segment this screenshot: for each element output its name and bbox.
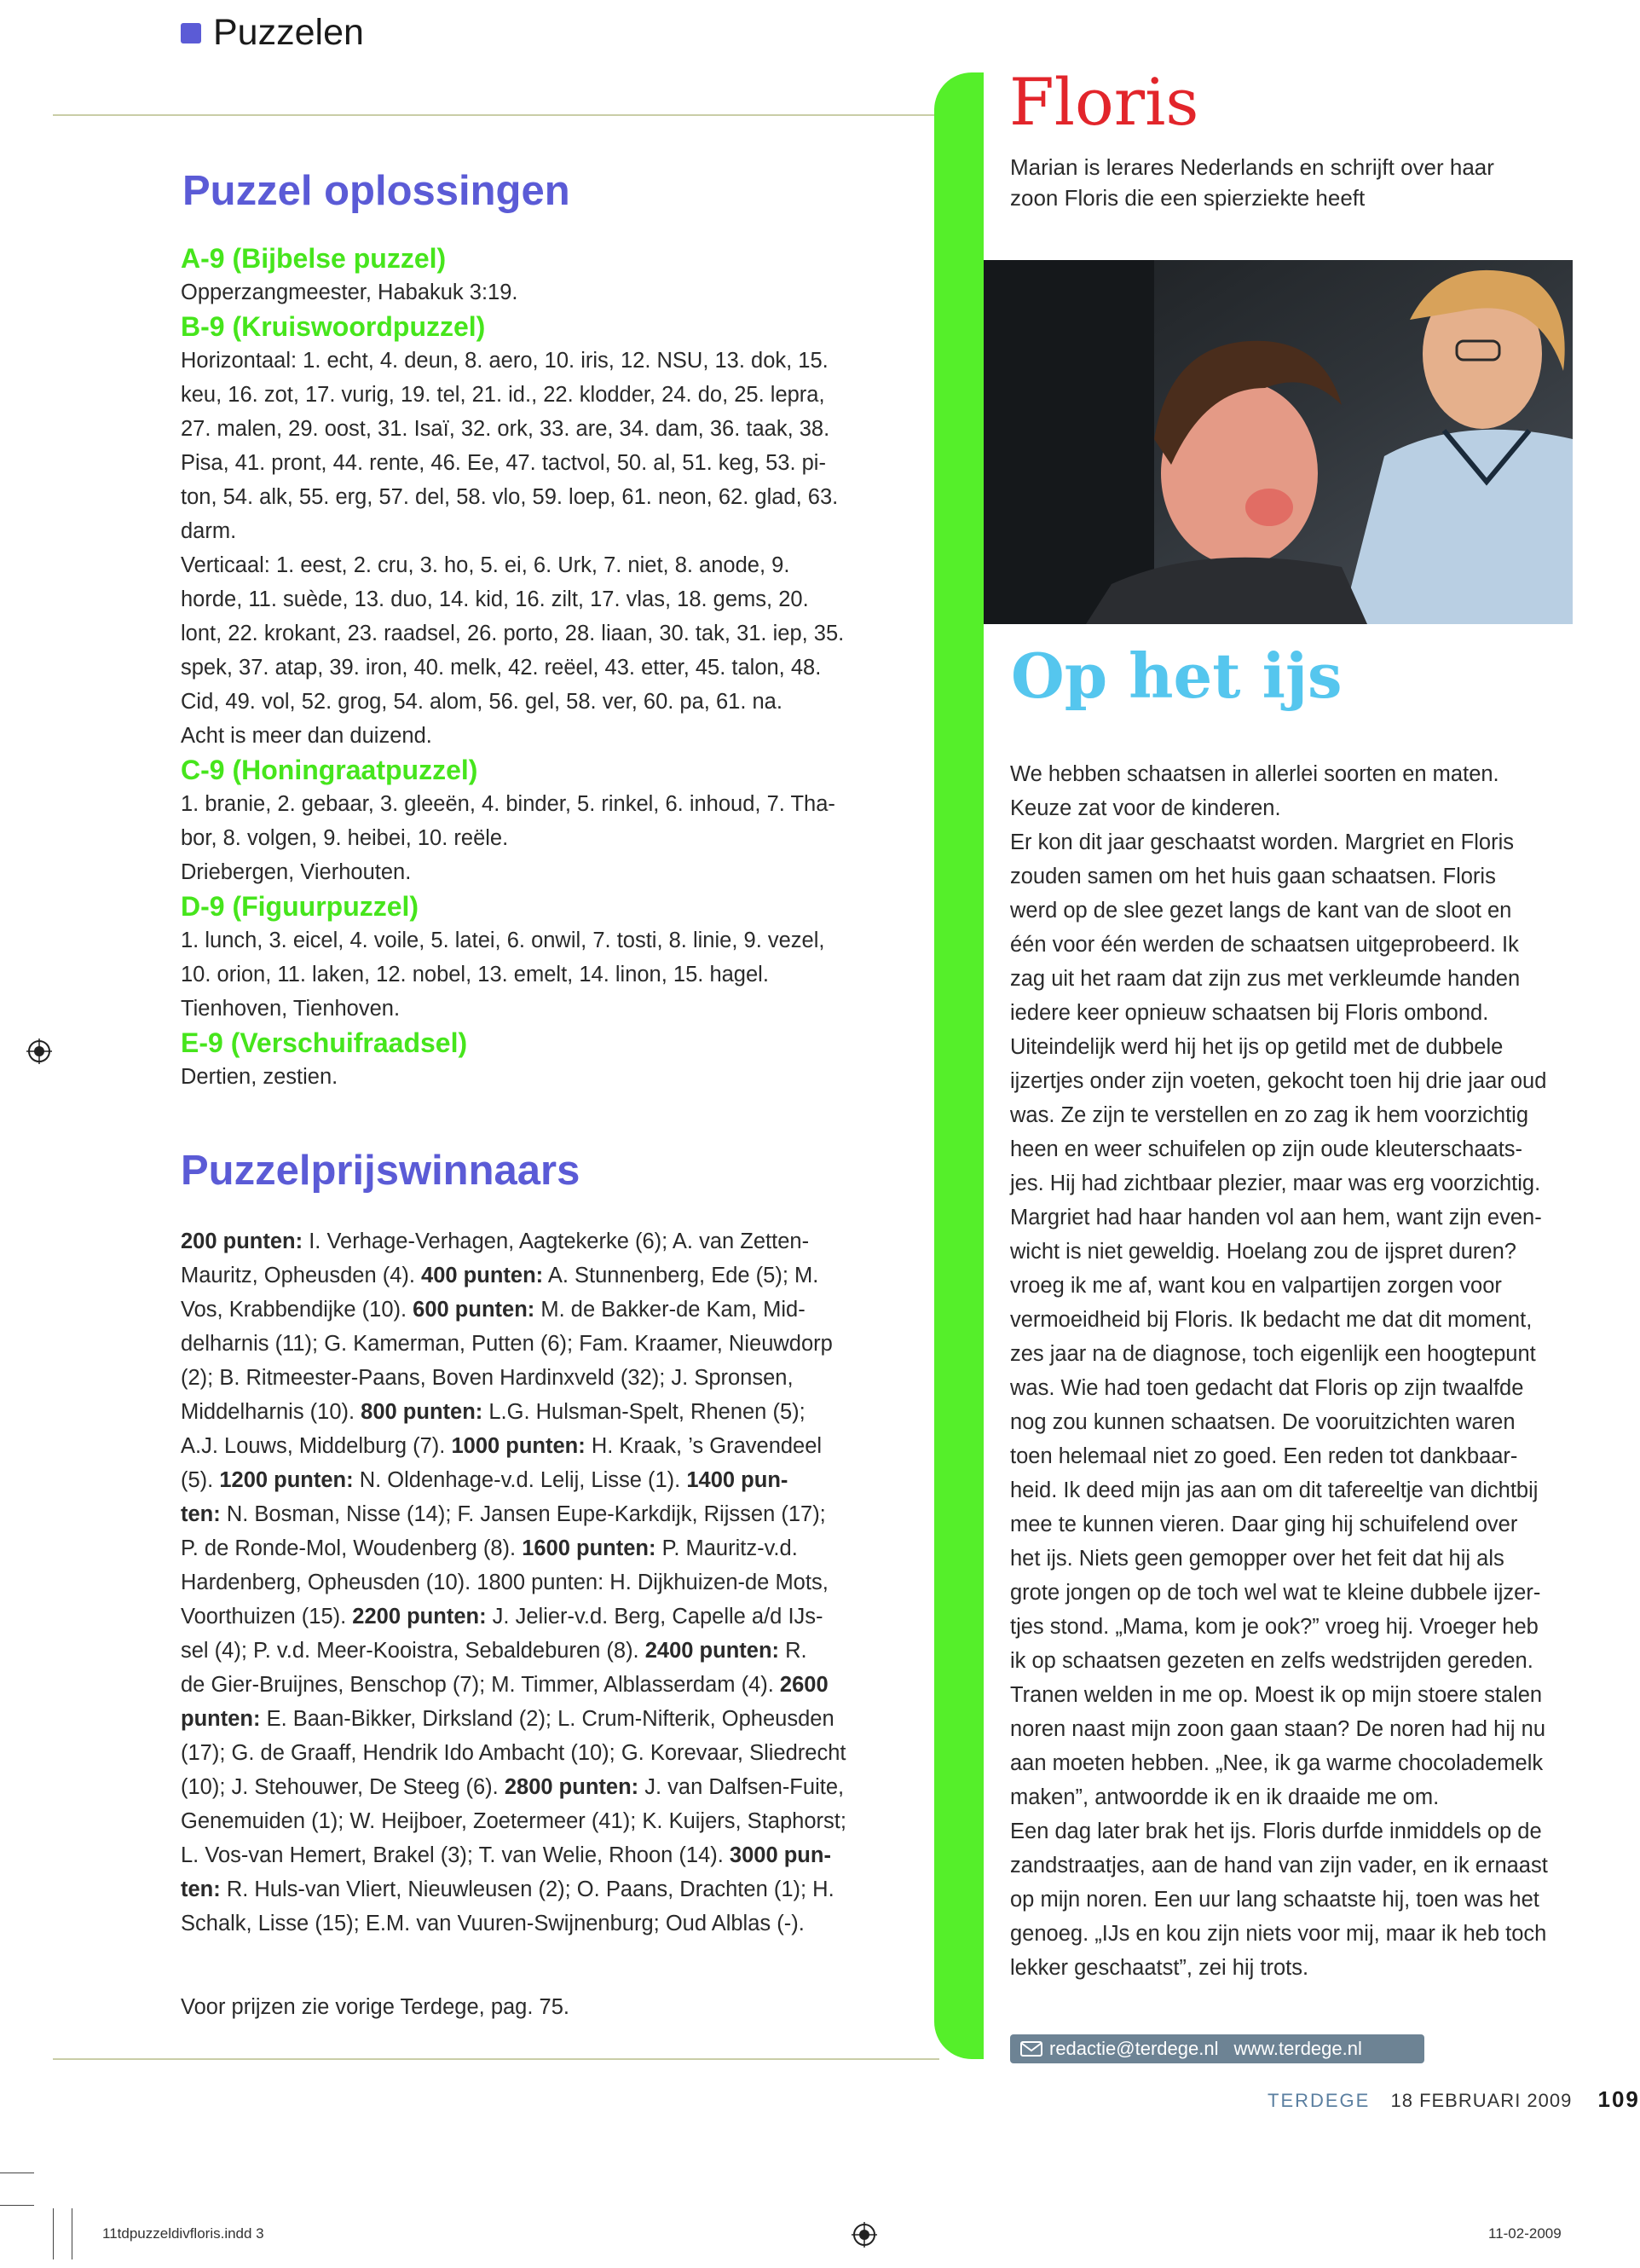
- article-line: was. Wie had toen gedacht dat Floris op zijn twaalfde: [1010, 1376, 1524, 1400]
- article-line: maken”, antwoordde ik en ik draaide me om.: [1010, 1785, 1440, 1809]
- solution-line: Pisa, 41. pront, 44. rente, 46. Ee, 47. tactvol, 50. al, 51. keg, 53. pi-: [181, 451, 826, 475]
- article-title: Op het ijs: [1011, 639, 1343, 712]
- article-line: genoeg. „IJs en kou zijn niets voor mij, maar ik heb toch: [1010, 1922, 1547, 1946]
- photo-boy-and-mother: [984, 260, 1573, 624]
- column-title: Floris: [1009, 64, 1199, 140]
- winners-line: [181, 1668, 885, 1702]
- winners-line: [181, 1258, 885, 1293]
- article-line: jes. Hij had zichtbaar plezier, maar was erg voorzichtig.: [1010, 1172, 1541, 1195]
- article-line: tjes stond. „Mama, kom je ook?” vroeg hij. Vroeger heb: [1010, 1615, 1539, 1639]
- winners-text: N. Bosman, Nisse (14); F. Jansen Eupe-Karkdijk, Rijssen (17);: [220, 1502, 826, 1526]
- solutions-body: [181, 241, 885, 1094]
- article-line: was. Ze zijn te verstellen en zo zag ik hem voorzichtig: [1010, 1103, 1529, 1127]
- winners-text: L.G. Hulsman-Spelt, Rhenen (5);: [482, 1400, 806, 1424]
- crop-mark: [53, 2208, 54, 2259]
- puzzle-solutions-title: Puzzel oplossingen: [182, 168, 570, 214]
- points-label: punten:: [181, 1707, 261, 1731]
- article-line: heen en weer schuifelen op zijn oude kleuterschaats-: [1010, 1137, 1523, 1161]
- winners-line: [181, 1702, 885, 1736]
- winners-text: (5).: [181, 1468, 220, 1492]
- photo-illustration: [984, 260, 1573, 624]
- points-label: 400 punten:: [421, 1264, 544, 1287]
- winners-line: [181, 1736, 885, 1770]
- winners-text: de Gier-Bruijnes, Benschop (7); M. Timmer, Alblasserdam (4).: [181, 1673, 780, 1697]
- winners-line: [181, 1804, 885, 1838]
- winners-line: [181, 1634, 885, 1668]
- article-line: vroeg ik me af, want kou en valpartijen zorgen voor: [1010, 1274, 1502, 1298]
- winners-text: J. van Dalfsen-Fuite,: [638, 1775, 845, 1799]
- article-line: iedere keer opnieuw schaatsen bij Floris ombond.: [1010, 1001, 1489, 1025]
- points-label: 1400 pun-: [686, 1468, 788, 1492]
- winners-text: Hardenberg, Opheusden (10). 1800 punten: H. Dijkhuizen-de Mots,: [181, 1571, 829, 1594]
- points-label: 1200 punten:: [219, 1468, 354, 1492]
- solution-line: spek, 37. atap, 39. iron, 40. melk, 42. reëel, 43. etter, 45. talon, 48.: [181, 656, 822, 680]
- winners-text: Mauritz, Opheusden (4).: [181, 1264, 422, 1287]
- solution-line: Tienhoven, Tienhoven.: [181, 997, 401, 1021]
- article-line: Margriet had haar handen vol aan hem, want zijn even-: [1010, 1206, 1542, 1229]
- article-line: aan moeten hebben. „Nee, ik ga warme chocolademelk: [1010, 1751, 1544, 1775]
- solution-line: 1. lunch, 3. eicel, 4. voile, 5. latei, 6. onwil, 7. tosti, 8. linie, 9. vezel,: [181, 929, 825, 952]
- article-line: ijzertjes onder zijn voeten, gekocht toen hij drie jaar oud: [1010, 1069, 1547, 1093]
- slug-date: 11-02-2009: [1488, 2225, 1562, 2242]
- winners-line: [181, 1497, 885, 1531]
- prizes-note: Voor prijzen zie vorige Terdege, pag. 75.: [181, 1995, 569, 2019]
- winners-text: (17); G. de Graaff, Hendrik Ido Ambacht (10); G. Korevaar, Sliedrecht: [181, 1741, 846, 1765]
- article-line: We hebben schaatsen in allerlei soorten en maten.: [1010, 762, 1499, 786]
- contact-web-link[interactable]: www.terdege.nl: [1233, 2038, 1362, 2059]
- solution-line: ton, 54. alk, 55. erg, 57. del, 58. vlo, 59. loep, 61. neon, 62. glad, 63.: [181, 485, 839, 509]
- winners-line: [181, 1838, 885, 1872]
- registration-mark-icon: [26, 1039, 52, 1064]
- article-line: nog zou kunnen schaatsen. De vooruitzichten waren: [1010, 1410, 1516, 1434]
- solution-line: Opperzangmeester, Habakuk 3:19.: [181, 281, 518, 304]
- article-line: zouden samen om het huis gaan schaatsen. Floris: [1010, 865, 1496, 888]
- solution-heading: A-9 (Bijbelse puzzel): [181, 243, 447, 274]
- solution-line: 10. orion, 11. laken, 12. nobel, 13. emelt, 14. linon, 15. hagel.: [181, 963, 769, 986]
- winners-line: [181, 1531, 885, 1565]
- solution-line: 27. malen, 29. oost, 31. Isaï, 32. ork, 33. are, 34. dam, 36. taak, 38.: [181, 417, 830, 441]
- winners-text: J. Jelier-v.d. Berg, Capelle a/d IJs-: [486, 1605, 823, 1629]
- winners-text: L. Vos-van Hemert, Brakel (3); T. van Welie, Rhoon (14).: [181, 1843, 730, 1867]
- article-line: Tranen welden in me op. Moest ik op mijn stoere stalen: [1010, 1683, 1543, 1707]
- winners-text: P. de Ronde-Mol, Woudenberg (8).: [181, 1536, 523, 1560]
- column-intro: [1010, 152, 1573, 213]
- points-label: ten:: [181, 1877, 221, 1901]
- section-label: Puzzelen: [213, 12, 364, 53]
- points-label: 2600: [779, 1673, 829, 1697]
- article-line: vermoeidheid bij Floris. Ik bedacht me dat dit moment,: [1010, 1308, 1533, 1332]
- article-line: toen helemaal niet zo goed. Een reden tot dankbaar-: [1010, 1444, 1518, 1468]
- winners-text: Middelharnis (10).: [181, 1400, 361, 1424]
- points-label: 3000 pun-: [729, 1843, 831, 1867]
- winners-text: R.: [779, 1639, 807, 1663]
- winners-line: [181, 1429, 885, 1463]
- article-line: Een dag later brak het ijs. Floris durfde inmiddels op de: [1010, 1820, 1542, 1843]
- solution-line: bor, 8. volgen, 9. heibei, 10. reële.: [181, 826, 509, 850]
- article-line: Uiteindelijk werd hij het ijs op getild met de dubbele: [1010, 1035, 1504, 1059]
- winners-line: [181, 1293, 885, 1327]
- registration-mark-icon: [852, 2222, 877, 2248]
- solution-line: Dertien, zestien.: [181, 1065, 338, 1089]
- winners-text: (2); B. Ritmeester-Paans, Boven Hardinxveld (32); J. Spronsen,: [181, 1366, 794, 1390]
- winners-text: I. Verhage-Verhagen, Aagtekerke (6); A. van Zetten-: [303, 1229, 810, 1253]
- winners-body: [181, 1224, 885, 1941]
- solution-line: lont, 22. krokant, 23. raadsel, 26. porto, 28. liaan, 30. tak, 31. iep, 35.: [181, 622, 845, 645]
- solution-line: 1. branie, 2. gebaar, 3. gleeën, 4. binder, 5. rinkel, 6. inhoud, 7. Tha-: [181, 792, 835, 816]
- winners-line: [181, 1565, 885, 1600]
- article-line: heid. Ik deed mijn jas aan om dit tafereeltje van dichtbij: [1010, 1478, 1539, 1502]
- issue-date: 18 FEBRUARI 2009: [1390, 2090, 1573, 2111]
- contact-email-link[interactable]: redactie@terdege.nl: [1049, 2038, 1219, 2059]
- intro-line: zoon Floris die een spierziekte heeft: [1010, 185, 1366, 211]
- winners-text: E. Baan-Bikker, Dirksland (2); L. Crum-Nifterik, Opheusden: [260, 1707, 834, 1731]
- winners-line: [181, 1770, 885, 1804]
- solution-line: horde, 11. suède, 13. duo, 14. kid, 16. zilt, 17. vlas, 18. gems, 20.: [181, 587, 809, 611]
- article-line: zes jaar na de diagnose, toch eigenlijk een hoogtepunt: [1010, 1342, 1536, 1366]
- article-line: ik op schaatsen gezeten en zelfs wedstrijden gereden.: [1010, 1649, 1533, 1673]
- points-label: 200 punten:: [181, 1229, 303, 1253]
- winners-text: M. de Bakker-de Kam, Mid-: [534, 1298, 806, 1322]
- points-label: 1000 punten:: [451, 1434, 586, 1458]
- solution-line: darm.: [181, 519, 237, 543]
- crop-mark: [0, 2205, 34, 2206]
- points-label: 800 punten:: [361, 1400, 483, 1424]
- solution-line: Horizontaal: 1. echt, 4. deun, 8. aero, 10. iris, 12. NSU, 13. dok, 15.: [181, 349, 829, 373]
- solution-heading: C-9 (Honingraatpuzzel): [181, 755, 478, 785]
- intro-line: Marian is lerares Nederlands en schrijft over haar: [1010, 154, 1494, 180]
- winners-text: Schalk, Lisse (15); E.M. van Vuuren-Swijnenburg; Oud Alblas (-).: [181, 1912, 805, 1935]
- page-footer: [1268, 2086, 1640, 2113]
- article-body: [1010, 757, 1573, 1985]
- article-line: grote jongen op de toch wel wat te kleine dubbele ijzer-: [1010, 1581, 1541, 1605]
- winners-text: Genemuiden (1); W. Heijboer, Zoetermeer (41); K. Kuijers, Staphorst;: [181, 1809, 846, 1833]
- article-line: zag uit het raam dat zijn zus met verkleumde handen: [1010, 967, 1521, 991]
- points-label: 2800 punten:: [504, 1775, 639, 1799]
- article-line: één voor één werden de schaatsen uitgeprobeerd. Ik: [1010, 933, 1519, 957]
- article-line: Er kon dit jaar geschaatst worden. Margriet en Floris: [1010, 830, 1515, 854]
- article-line: zandstraatjes, aan de hand van zijn vader, en ik ernaast: [1010, 1854, 1548, 1877]
- winners-line: [181, 1872, 885, 1906]
- article-line: mee te kunnen vieren. Daar ging hij schuifelend over: [1010, 1513, 1518, 1536]
- winners-title: Puzzelprijswinnaars: [181, 1148, 580, 1194]
- section-tag: [181, 12, 364, 54]
- solution-line: Cid, 49. vol, 52. grog, 54. alom, 56. gel, 58. ver, 60. pa, 61. na.: [181, 690, 782, 714]
- winners-text: Vos, Krabbendijke (10).: [181, 1298, 413, 1322]
- solution-line: keu, 16. zot, 17. vurig, 19. tel, 21. id., 22. klodder, 24. do, 25. lepra,: [181, 383, 825, 407]
- solution-line: Verticaal: 1. eest, 2. cru, 3. ho, 5. ei, 6. Urk, 7. niet, 8. anode, 9.: [181, 553, 790, 577]
- article-line: Keuze zat voor de kinderen.: [1010, 796, 1281, 820]
- article-line: op mijn noren. Een uur lang schaatste hij, toen was het: [1010, 1888, 1539, 1912]
- solution-heading: B-9 (Kruiswoordpuzzel): [181, 311, 486, 342]
- winners-text: N. Oldenhage-v.d. Lelij, Lisse (1).: [353, 1468, 687, 1492]
- mail-icon: [1020, 2041, 1042, 2057]
- winners-text: sel (4); P. v.d. Meer-Kooistra, Sebaldeburen (8).: [181, 1639, 645, 1663]
- bottom-rule: [53, 2058, 939, 2060]
- winners-text: R. Huls-van Vliert, Nieuwleusen (2); O. Paans, Drachten (1); H.: [220, 1877, 834, 1901]
- article-line: lekker geschaatst”, zei hij trots.: [1010, 1956, 1309, 1980]
- winners-text: A. Stunnenberg, Ede (5); M.: [543, 1264, 819, 1287]
- winners-line: [181, 1906, 885, 1941]
- article-line: werd op de slee gezet langs de kant van de sloot en: [1010, 899, 1512, 923]
- solution-heading: D-9 (Figuurpuzzel): [181, 891, 419, 922]
- slug-filename: 11tdpuzzeldivfloris.indd 3: [102, 2225, 264, 2242]
- winners-line: [181, 1327, 885, 1361]
- points-label: 600 punten:: [413, 1298, 535, 1322]
- winners-text: H. Kraak, ’s Gravendeel: [585, 1434, 823, 1458]
- points-label: 2200 punten:: [352, 1605, 487, 1629]
- green-side-bar: [934, 72, 984, 2059]
- magazine-name: TERDEGE: [1268, 2090, 1371, 2111]
- solution-line: Driebergen, Vierhouten.: [181, 860, 412, 884]
- winners-text: A.J. Louws, Middelburg (7).: [181, 1434, 452, 1458]
- winners-line: [181, 1361, 885, 1395]
- points-label: 2400 punten:: [644, 1639, 780, 1663]
- contact-bar: [1010, 2034, 1424, 2063]
- winners-line: [181, 1600, 885, 1634]
- top-rule: [53, 114, 939, 116]
- winners-text: P. Mauritz-v.d.: [655, 1536, 798, 1560]
- points-label: ten:: [181, 1502, 221, 1526]
- article-line: wicht is niet geweldig. Hoelang zou de ijspret duren?: [1010, 1240, 1516, 1264]
- winners-line: [181, 1224, 885, 1258]
- winners-line: [181, 1463, 885, 1497]
- solution-heading: E-9 (Verschuifraadsel): [181, 1027, 468, 1058]
- article-line: het ijs. Niets geen gemopper over het feit dat hij als: [1010, 1547, 1504, 1571]
- winners-text: (10); J. Stehouwer, De Steeg (6).: [181, 1775, 505, 1799]
- points-label: 1600 punten:: [522, 1536, 656, 1560]
- solution-line: Acht is meer dan duizend.: [181, 724, 432, 748]
- section-square-icon: [181, 23, 201, 43]
- winners-line: [181, 1395, 885, 1429]
- winners-text: delharnis (11); G. Kamerman, Putten (6); Fam. Kraamer, Nieuwdorp: [181, 1332, 833, 1356]
- page-number: 109: [1597, 2086, 1640, 2112]
- article-line: noren naast mijn zoon gaan staan? De noren had hij nu: [1010, 1717, 1546, 1741]
- winners-text: Voorthuizen (15).: [181, 1605, 353, 1629]
